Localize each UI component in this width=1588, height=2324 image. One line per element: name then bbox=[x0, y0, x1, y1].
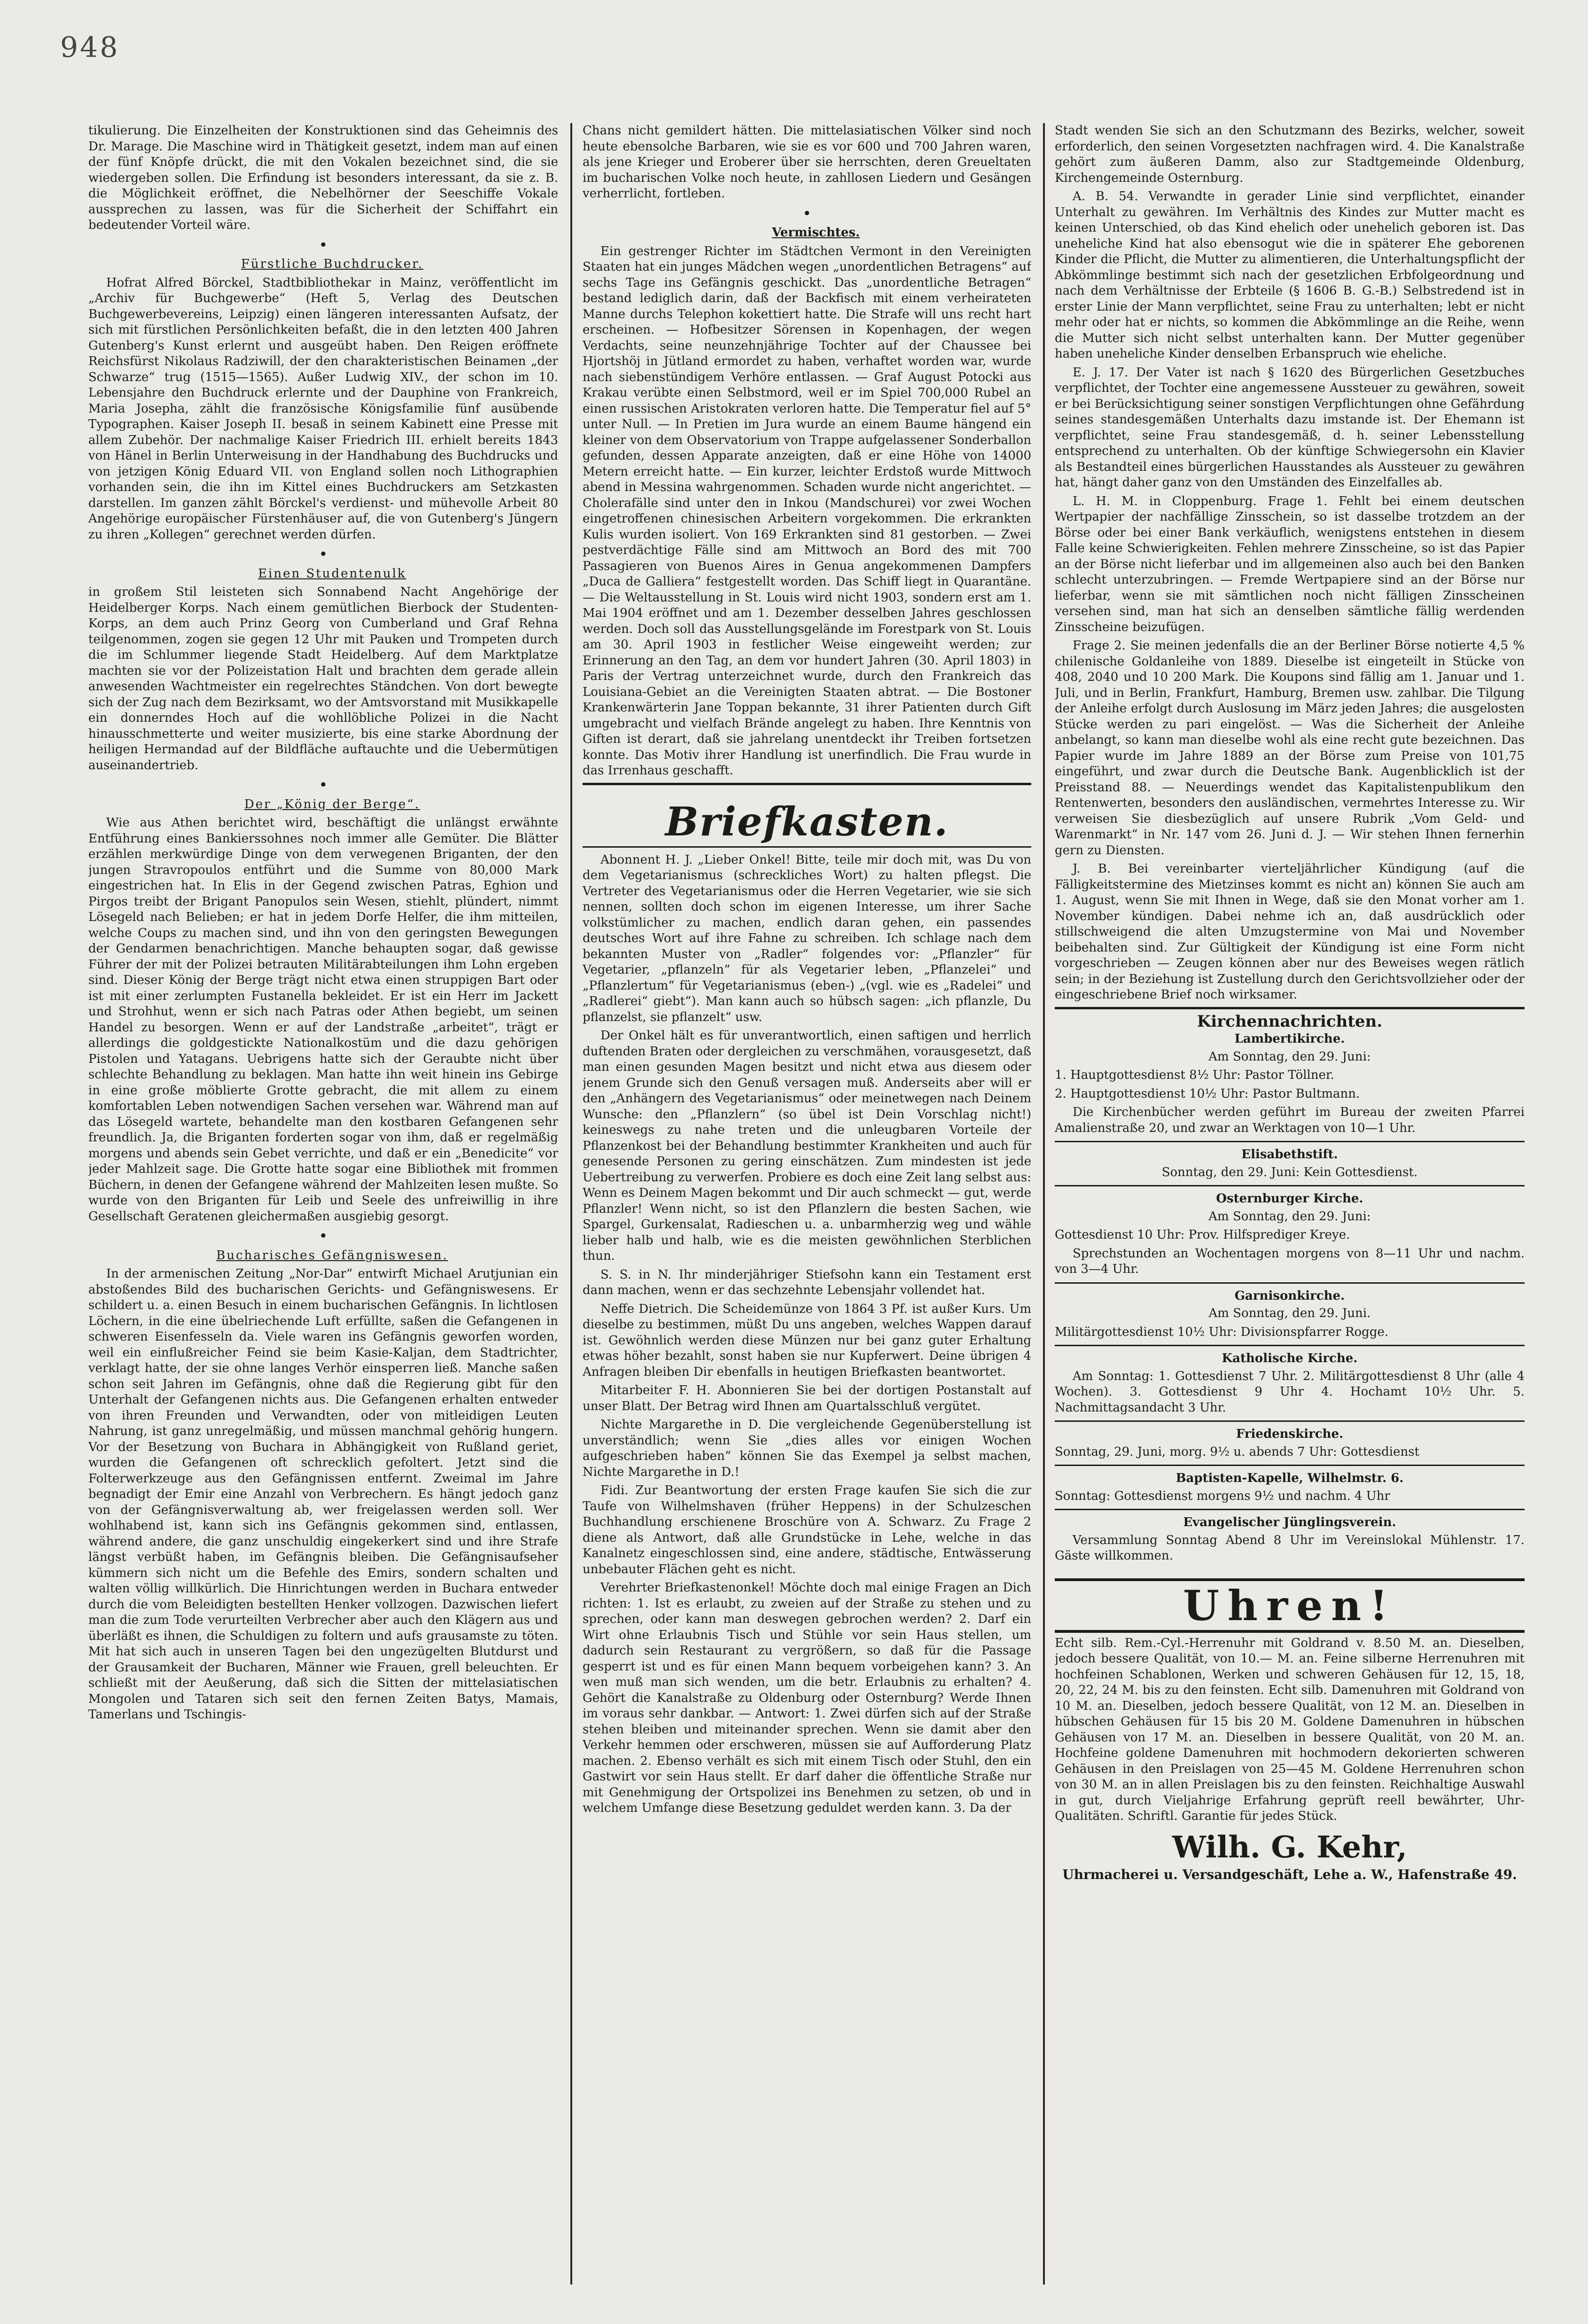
letter-entry: Stadt wenden Sie sich an den Schutzmann des Bezirks, welcher, soweit erforderlich, den seinen Vorgesetzten nachfragen wird. 4. Die Kanalstraße gehört zum äußeren Damm, also zur Stadtgemeinde Oldenburg, Kirchengemeinde Osternburg. bbox=[1055, 124, 1525, 185]
section-heading-vermischtes: Vermischtes. bbox=[771, 226, 860, 240]
separator-dot: • bbox=[319, 1227, 328, 1245]
article-heading: Der „König der Berge“. bbox=[244, 797, 420, 811]
article-text: Wie aus Athen berichtet wird, beschäftigt die unlängst erwähnte Entführung eines Bankierssohnes noch immer alle Gemüter. Die Blätter erzählen merkwürdige Dinge von dem verwegenen Briganten, der den jungen Stravropoulos entführt und die Summe von 80,000 Mark eingestrichen hat. In Elis in der Gegend zwischen Patras, Eghion und Pirgos treibt der Brigant Panopulos sein Wesen, stiehlt, plündert, nimmt Lösegeld nach Belieben; er hat in jedem Dorfe Helfer, die ihm mitteilen, welche Coups zu machen sind, und ihn von den geringsten Bewegungen der Gendarmen benachrichtigen. Manche behaupten sogar, daß gewisse Führer der mit der Polizei betrauten Militärabteilungen ihm Lohn ergeben sind. Dieser König der Berge trägt nicht etwa einen struppigen Bart oder ist mit einer zerlumpten Fustanella bekleidet. Er ist ein Herr im Jackett und Strohhut, wenn er sich nach Patras oder Athen begiebt, um seinen Handel zu besorgen. Wenn er auf der Landstraße „arbeitet“, trägt er allerdings die goldgestickte Nationalkostüm und die dazu gehörigen Pistolen und Yatagans. Uebrigens hatte sich der Geraubte nicht über schlechte Behandlung zu beklagen. Man hatte ihn weit hinein ins Gebirge in eine große möblierte Grotte gebracht, die mit allem zu einem komfortablen Leben notwendigen Sachen versehen war. Während man auf das Lösegeld wartete, behandelte man den kostbaren Gefangenen sehr freundlich. Ja, die Briganten forderten sogar von ihm, daß er regelmäßig morgens und abends sein Gebet verrichte, und daß er ein „Benedicite“ vor jeder Mahlzeit sage. Die Grotte hatte sogar eine Bibliothek mit frommen Büchern, in denen der Gefangene während der Mahlzeiten lesen mußte. So wurde von den Briganten für Leib und Seele des unfreiwillig in ihre Gesellschaft Geratenen gleichermaßen ausgiebig gesorgt. bbox=[88, 816, 558, 1224]
article-text: Ein gestrenger Richter im Städtchen Vermont in den Vereinigten Staaten hat ein junges Mädchen wegen „unordentlichen Betragens“ auf sechs Tage ins Gefängnis geschickt. Das „unordentliche Betragen“ bestand lediglich darin, daß der Backfisch mit einem verheirateten Manne durchs Telephon kokettiert hatte. Die Strafe will uns recht hart erscheinen. — Hofbesitzer Sörensen in Kopenhagen, der wegen Verdachts, seine neunzehnjährige Tochter auf der Chaussee bei Hjortshöj in Jütland ermordet zu haben, verhaftet worden war, wurde nach siebenstündigem Verhöre entlassen. — Graf August Potocki aus Krakau verübte einen Selbstmord, weil er im Spiel 700,000 Rubel an einen russischen Aristokraten verloren hatte. Die Temperatur fiel auf 5° unter Null. — In Pretien im Jura wurde an einem Baume hängend ein kleiner von dem Observatorium von Trappe aufgelassener Sonderballon gefunden, dessen Apparate anzeigten, daß er eine Höhe von 14000 Metern erreicht hatte. — Ein kurzer, leichter Erdstoß wurde Mittwoch abend in Messina wahrgenommen. Schaden wurde nicht angerichtet. — Cholerafälle sind unter den in Inkou (Mandschurei) vor zwei Wochen eingetroffenen chinesischen Arbeitern vorgekommen. Die erkrankten Kulis wurden isoliert. Von 169 Erkrankten sind 81 gestorben. — Zwei pestverdächtige Fälle sind am Mittwoch an Bord des mit 700 Passagieren von Buenos Aires in Genua angekommenen Dampfers „Duca de Galliera“ festgestellt worden. Das Schiff liegt in Quarantäne. — Die Weltausstellung in St. Louis wird nicht 1903, sondern erst am 1. Mai 1904 eröffnet und am 1. Dezember desselben Jahres geschlossen werden. Doch soll das Ausstellungsgelände im Forestpark von St. Louis am 30. April 1903 in festlicher Weise eingeweiht werden; zur Erinnerung an den Tag, an dem vor hundert Jahren (30. April 1803) in Paris der Vertrag unterzeichnet wurde, durch den Frankreich das Louisiana-Gebiet an die Vereinigten Staaten abtrat. — Die Bostoner Krankenwärterin Jane Toppan bekannte, 31 ihrer Patienten durch Gift umgebracht und vielfach Brände angelegt zu haben. Ihre Kenntnis von Giften ist derart, daß sie jahrelang unentdeckt ihr Treiben fortsetzen konnte. Das Motiv ihrer Handlung ist unerfindlich. Die Frau wurde in das Irrenhaus geschafft. bbox=[583, 244, 1031, 778]
article-text: Chans nicht gemildert hätten. Die mittelasiatischen Völker sind noch heute ebensolche Barbaren, wie sie es vor 600 und 700 Jahren waren, als jene Krieger und Eroberer über sie herrschten, deren Greueltaten im bucharischen Volke noch heute, in zahllosen Liedern und Gesängen verherrlicht, fortleben. bbox=[583, 124, 1031, 201]
church-name: Baptisten-Kapelle, Wilhelmstr. 6. bbox=[1175, 1471, 1404, 1485]
article-text: In der armenischen Zeitung „Nor-Dar“ entwirft Michael Arutjunian ein abstoßendes Bild des bucharischen Gerichts- und Gefängniswesens. Er schildert u. a. einen Besuch in einem bucharischen Gefängnis. In lichtlosen Löchern, in die eine übelriechende Luft erfüllte, saßen die Gefangenen in schweren Eisenfesseln da. Viele waren ins Gefängnis geworfen worden, weil ein einflußreicher Feind sie beim Kasie-Kaljan, dem Stadtrichter, verklagt hatte, der sie ohne langes Verhör einsperren ließ. Manche saßen schon seit Jahren im Gefängnis, ohne daß die Regierung gibt für den Unterhalt der Gefangenen nichts aus. Die Gefangenen erhalten entweder von ihren Freunden und Verwandten, oder von mitleidigen Leuten Nahrung, ist ganz unregelmäßig, und müssen manchmal gehörig hungern. Vor der Besetzung von Buchara in Abhängigkeit von Rußland geriet, wurden die Gefangenen oft schrecklich gefoltert. Jetzt sind die Folterwerkzeuge aus den Gefängnissen entfernt. Zweimal im Jahre begnadigt der Emir eine Anzahl von Verbrechern. Es hängt jedoch ganz von der Gefängnisverwaltung ab, wer freigelassen werden soll. Wer wohlhabend ist, kann sich ins Gefängnis gekommen sind, entlassen, während andere, die ganz unschuldig eingekerkert sind und ihre Strafe längst verbüßt haben, im Gefängnis bleiben. Die Gefängnisaufseher kümmern sich nicht um die Befehle des Emirs, sondern schalten und walten völlig willkürlich. Die Hinrichtungen werden in Buchara entweder durch die vom Beleidigten bestellten Henker vollzogen. Dazwischen liefert man die zum Tode verurteilten Verbrecher aber auch den Klägern aus und überläßt es ihnen, die Schuldigen zu foltern und aufs grausamste zu töten. Mit hat sich auch in unseren Tagen bei den ungezügelten Blutdurst und der Grausamkeit der Bucharen, Männer wie Frauen, grell beleuchten. Er schließt mit der Aeußerung, daß sich die Sitten der mittelasiatischen Mongolen und Tataren sich seit den fernen Zeiten Batys, Mamais, Tamerlans und Tschingis- bbox=[88, 1267, 558, 1722]
column-rule-1 bbox=[570, 123, 572, 2285]
entry-rule bbox=[1055, 1509, 1525, 1510]
church-line: Sonntag: Gottesdienst morgens 9½ und nachm. 4 Uhr bbox=[1055, 1489, 1390, 1503]
church-line: Die Kirchenbücher werden geführt im Bureau der zweiten Pfarrei Amalienstraße 20, und zwar an Werktagen von 10—1 Uhr. bbox=[1055, 1105, 1525, 1135]
separator-dot: • bbox=[802, 204, 811, 222]
church-line: Sprechstunden an Wochentagen morgens von 8—11 Uhr und nachm. von 3—4 Uhr. bbox=[1055, 1246, 1525, 1276]
article-heading: Bucharisches Gefängniswesen. bbox=[216, 1248, 448, 1263]
entry-rule bbox=[1055, 1282, 1525, 1284]
entry-rule bbox=[1055, 1345, 1525, 1346]
church-line: Sonntag, 29. Juni, morg. 9½ u. abends 7 Uhr: Gottesdienst bbox=[1055, 1444, 1420, 1459]
advert-address: Uhrmacherei u. Versandgeschäft, Lehe a. W., Hafenstraße 49. bbox=[1062, 1866, 1517, 1882]
letter-entry: E. J. 17. Der Vater ist nach § 1620 des Bürgerlichen Gesetzbuches verpflichtet, der Tochter eine angemessene Aussteuer zu gewähren, soweit er bei Berücksichtigung seiner sonstigen Verpflichtungen ohne Gefährdung seines standesgemäßen Unterhalts dazu imstande ist. Der Ehemann ist verpflichtet, seine Frau standesgemäß, d. h. seiner Lebensstellung entsprechend zu unterhalten. Ob der künftige Schwiegersohn ein Klavier als Bestandteil eines bürgerlichen Hausstandes als Aussteuer zu gewähren hat, hängt daher ganz von den Umständen des Einzelfalles ab. bbox=[1055, 365, 1525, 490]
separator-dot: • bbox=[319, 235, 328, 254]
church-name: Garnisonkirche. bbox=[1234, 1288, 1345, 1303]
church-line: Versammlung Sonntag Abend 8 Uhr im Vereinslokal Mühlenstr. 17. Gäste willkommen. bbox=[1055, 1533, 1525, 1563]
church-line: 1. Hauptgottesdienst 8½ Uhr: Pastor Töllner. bbox=[1055, 1068, 1334, 1082]
church-name: Osternburger Kirche. bbox=[1216, 1192, 1363, 1206]
letter-entry: Mitarbeiter F. H. Abonnieren Sie bei der dortigen Postanstalt auf unser Blatt. Der Betrag wird Ihnen am Quartalsschluß vergütet. bbox=[583, 1383, 1031, 1413]
column-rule-2 bbox=[1043, 123, 1045, 2285]
column-2 bbox=[583, 123, 1031, 2285]
letter-entry: Neffe Dietrich. Die Scheidemünze von 1864 3 Pf. ist außer Kurs. Um dieselbe zu bestimmen, müßt Du uns angeben, welches Wappen darauf ist. Gewöhnlich werden diese Münzen nur bei ganz guter Erhaltung etwas höher bezahlt, sonst haben sie nur Kupferwert. Deine übrigen 4 Anfragen bleiben Dir ebenfalls in heutigen Briefkasten beantwortet. bbox=[583, 1302, 1031, 1379]
section-rule bbox=[583, 846, 1031, 848]
article-heading: Fürstliche Buchdrucker. bbox=[241, 257, 424, 271]
page-number: 948 bbox=[60, 31, 120, 64]
church-line: Am Sonntag: 1. Gottesdienst 7 Uhr. 2. Militärgottesdienst 8 Uhr (alle 4 Wochen). 3. Gottesdienst 9 Uhr 4. Hochamt 10½ Uhr. 5. Nachmittagsandacht 3 Uhr. bbox=[1055, 1369, 1525, 1415]
church-name: Evangelischer Jünglingsverein. bbox=[1183, 1515, 1396, 1529]
entry-rule bbox=[1055, 1420, 1525, 1422]
article-text: Hofrat Alfred Börckel, Stadtbibliothekar in Mainz, veröffentlicht im „Archiv für Buchgewerbe“ (Heft 5, Verlag des Deutschen Buchgewerbevereins, Leipzig) einen längeren interessanten Aufsatz, der sich mit fürstlichen Persönlichkeiten befaßt, die in den letzten 400 Jahren Gutenberg's Kunst erlernt und ausgeübt haben. Den Reigen eröffnete Reichsfürst Nikolaus Radziwill, der den charakteristischen Beinamen „der Schwarze“ trug (1515—1565). Außer Ludwig XIV., der schon im 10. Lebensjahre den Buchdruck erlernte und der Dauphine von Frankreich, Maria Josepha, zählt die französische Königsfamilie fünf ausübende Typographen. Kaiser Joseph II. besaß in seinem Kabinett eine Presse mit allem Zubehör. Der nachmalige Kaiser Friedrich III. erhielt bereits 1843 von Hänel in Berlin Unterweisung in der Handhabung des Buchdrucks und von jetzigen König Eduard VII. von England sollen noch Lithographien vorhanden sein, die ihn im Kittel eines Buchdruckers am Setzkasten darstellen. Im ganzen zählt Börckel's verdienst- und mühevolle Arbeit 80 Angehörige europäischer Fürstenhäuser auf, die von Gutenberg's Jüngern zu ihren „Kollegen“ gerechnet werden dürfen. bbox=[88, 275, 558, 542]
column-1 bbox=[88, 123, 558, 2285]
church-line: Sonntag, den 29. Juni: Kein Gottesdienst. bbox=[1161, 1165, 1418, 1179]
church-date: Am Sonntag, den 29. Juni: bbox=[1208, 1209, 1371, 1224]
article-text: tikulierung. Die Einzelheiten der Konstruktionen sind das Geheimnis des Dr. Marage. Die Maschine wird in Thätigkeit gesetzt, indem man auf einen der fünf Knöpfe drückt, die mit den Vokalen bezeichnet sind, die sie wiedergeben sollen. Die Erfindung ist besonders interessant, da sie z. B. die Möglichkeit eröffnet, die Nebelhörner der Seeschiffe Vokale aussprechen zu lassen, was für die Sicherheit der Schiffahrt ein bedeutender Vorteil wäre. bbox=[88, 124, 558, 232]
church-news-heading: Kirchennachrichten. bbox=[1197, 1012, 1383, 1031]
church-line: 2. Hauptgottesdienst 10½ Uhr: Pastor Bultmann. bbox=[1055, 1086, 1360, 1101]
letter-entry: J. B. Bei vereinbarter vierteljährlicher Kündigung (auf die Fälligkeitstermine des Mietzinses kommt es nicht an) können Sie auch am 1. August, wenn Sie mit Ihnen in Wege, daß sie den Monat vorher am 1. November kündigen. Dabei nehme ich an, daß ausdrücklich oder stillschweigend die alten Umzugstermine von Mai und November beibehalten sind. Zur Gültigkeit der Kündigung ist eine Form nicht vorgeschrieben — Zeugen können aber nur des Beweises wegen rätlich sein; in der Beziehung ist Zustellung durch den Gerichtsvollzieher oder der eingeschriebene Brief noch wirksamer. bbox=[1055, 862, 1525, 1002]
church-line: Gottesdienst 10 Uhr: Prov. Hilfsprediger Kreye. bbox=[1055, 1228, 1350, 1242]
separator-dot: • bbox=[319, 776, 328, 794]
entry-rule bbox=[1055, 1141, 1525, 1142]
letter-entry: Fidi. Zur Beantwortung der ersten Frage kaufen Sie sich die zur Taufe von Wilhelmshaven (früher Heppens) in der Schulzeschen Buchhandlung erschienene Broschüre von A. Schwarz. Zu Frage 2 diene als Antwort, daß alle Grundstücke in Lehe, welche in das Kanalnetz eingeschlossen sind, eine andere, städtische, Entwässerung unbebauter Flächen geht es nicht. bbox=[583, 1483, 1031, 1576]
letter-entry: Nichte Margarethe in D. Die vergleichende Gegenüberstellung ist unverständlich; wenn Sie „dies alles vor einigen Wochen aufgeschrieben haben“ können Sie das Exempel ja selbst machen, Nichte Margarethe in D.! bbox=[583, 1418, 1031, 1479]
article-heading: Einen Studentenulk bbox=[258, 566, 406, 581]
separator-dot: • bbox=[319, 545, 328, 563]
advert-firm-name: Wilh. G. Kehr, bbox=[1172, 1829, 1408, 1865]
letter-entry: A. B. 54. Verwandte in gerader Linie sind verpflichtet, einander Unterhalt zu gewähren. Im Verhältnis des Kindes zur Mutter macht es keinen Unterschied, ob das Kind ehelich oder unehelich geboren ist. Das uneheliche Kind hat also ebensogut wie die in späterer Ehe geborenen Kinder die Pflicht, die Mutter zu alimentieren, die Unterhaltungspflicht der Abkömmlinge bestimmt sich nach der gesetzlichen Erbfolgeordnung und nach dem Verhältnisse der Erbteile (§ 1606 B. G.-B.) Selbstredend ist in erster Linie der Mann verpflichtet, seine Frau zu unterhalten; lebt er nicht mehr oder hat er nichts, so kommen die Abkömmlinge an die Reihe, wenn die Mutter sich nicht selbst unterhalten kann. Der Mutter gegenüber haben uneheliche Kinder denselben Erbanspruch wie eheliche. bbox=[1055, 189, 1525, 361]
section-rule bbox=[1055, 1007, 1525, 1009]
letter-entry: L. H. M. in Cloppenburg. Frage 1. Fehlt bei einem deutschen Wertpapier der nachfällige Zinsschein, so ist dasselbe trotzdem an der Börse oder bei einer Bank verkäuflich, wenigstens entstehen in diesem Falle keine Schwierigkeiten. Fehlen mehrere Zinsscheine, so ist das Papier an der Börse nicht lieferbar und im allgemeinen also auch bei den Banken schlecht unterzubringen. — Fremde Wertpapiere sind an der Börse nur lieferbar, wenn sie mit sämtlichen noch nicht fälligen Zinsscheinen versehen sind, man hat sich an denselben sämtliche fällig werdenden Zinsscheine beizufügen. bbox=[1055, 494, 1525, 634]
advert-title: Uhren! bbox=[1055, 1578, 1525, 1633]
letter-entry: Verehrter Briefkastenonkel! Möchte doch mal einige Fragen an Dich richten: 1. Ist es erlaubt, zu zweien auf der Straße zu stehen und zu sprechen, oder kann man deswegen gebrochen werden? 2. Darf ein Wirt ohne Erlaubnis Tisch und Stühle vor sein Haus stellen, um dadurch sein Restaurant zu vergrößern, so daß für die Passage gesperrt ist und es für einen Mann bequem vorbeigehen kann? 3. An wen muß man sich wenden, um die betr. Erlaubnis zu erhalten? 4. Gehört die Kanalstraße zu Oldenburg oder Osternburg? Werde Ihnen im voraus sehr dankbar. — Antwort: 1. Zwei dürfen sich auf der Straße stehen bleiben und miteinander sprechen. Wenn sie damit aber den Verkehr hemmen oder erschweren, müssen sie auf Aufforderung Platz machen. 2. Ebenso verhält es sich mit einem Tisch oder Stuhl, den ein Gastwirt vor sein Haus stellt. Er darf daher die öffentliche Straße nur mit Genehmigung der Ortspolizei ins Benehmen zu setzen, ob und in welchem Umfange diese Besetzung geduldet werden kann. 3. Da der bbox=[583, 1581, 1031, 1815]
letter-entry: Abonnent H. J. „Lieber Onkel! Bitte, teile mir doch mit, was Du von dem Vegetarianismus (schreckliches Wort) zu halten pflegst. Die Vertreter des Vegetarianismus oder die Herren Vegetarier, wie sie sich nennen, sollten doch schon im eigenen Interesse, um ihrer Sache volkstümlicher zu machen, endlich daran gehen, ein passendes deutsches Wort auf ihre Fahne zu schreiben. Ich schlage nach dem bekannten Muster von „Radler“ folgendes vor: „Pflanzler“ für Vegetarier, „pflanzeln“ für als Vegetarier leben, „Pflanzelei“ und „Pflanzlertum“ für Vegetarianismus (eben-) „(vgl. wie es „Radelei“ und „Radlerei“ giebt“). Man kann auch so hübsch sagen: „ich pflanzle, Du pflanzelst, sie pflanzelt“ usw. bbox=[583, 852, 1031, 1024]
entry-rule bbox=[1055, 1465, 1525, 1466]
church-line: Militärgottesdienst 10½ Uhr: Divisionspfarrer Rogge. bbox=[1055, 1325, 1389, 1339]
letter-entry: Der Onkel hält es für unverantwortlich, einen saftigen und herrlich duftenden Braten oder dergleichen zu verschmähen, vorausgesetzt, daß man einen gesunden Magen besitzt und nicht etwa aus diesem oder jenem Grunde sich den Genuß versagen muß. Anderseits aber will er den „Anhängern des Vegetarianismus“ oder meinetwegen nach Deinem Wunsche: den „Pflanzlern“ (so übel ist Dein Vorschlag nicht!) keineswegs zu nahe treten und die unleugbaren Vorteile der Pflanzenkost bei der Behandlung bestimmter Krankheiten und auch für genesende Personen zu gering einschätzen. Zum mindesten ist jede Uebertreibung zu verwerfen. Probiere es doch eine Zeit lang selbst aus: Wenn es Deinem Magen bekommt und Dir auch schmeckt — gut, werde Pflanzler! Wenn nicht, so ist den Pflanzlern die besten Sachen, wie Spargel, Gurkensalat, Radieschen u. a. unbarmherzig weg und wähle lieber halb und halb, wie es die meisten gewöhnlichen Sterblichen thun. bbox=[583, 1029, 1031, 1263]
advert-text: Echt silb. Rem.-Cyl.-Herrenuhr mit Goldrand v. 8.50 M. an. Dieselben, jedoch bessere Qualität, von 10.— M. an. Feine silberne Herrenuhren mit hochfeinen Schablonen, Werken und schweren Gehäusen für 12, 15, 18, 20, 22, 24 M. bis zu den feinsten. Echt silb. Damenuhren mit Goldrand von 10 M. an. Dieselben, jedoch bessere Qualität, von 12 M. an. Dieselben in hübschen Gehäusen für 15 bis 20 M. Goldene Damenuhren in hübschen Gehäusen von 17 M. an. Dieselben in bessere Qualität, von 20 M. an. Hochfeine goldene Damenuhren mit hochmodern dekorierten schweren Gehäusen in den Preislagen von 25—45 M. Goldene Herrenuhren schon von 30 M. an in allen Preislagen bis zu den feinsten. Reichhaltige Auswahl in gut, durch Vieljahrige Erfahrung geprüft reell bewährter, Uhr-Qualitäten. Schriftl. Garantie für jedes Stück. bbox=[1055, 1636, 1525, 1823]
church-name: Elisabethstift. bbox=[1241, 1147, 1338, 1162]
article-text: in großem Stil leisteten sich Sonnabend Nacht Angehörige der Heidelberger Korps. Nach einem gemütlichen Bierbock der Studenten-Korps, an dem auch Prinz Georg von Cumberland und Graf Rehna teilgenommen, zogen sie gegen 12 Uhr mit Pauken und Trompeten durch die im Schlummer liegende Stadt Heidelberg. Auf dem Marktplatze machten sie vor der Polizeistation Halt und brachten dem gerade allein anwesenden Wachtmeister ein regelrechtes Ständchen. Von dort bewegte sich der Zug nach dem Bezirksamt, wo der Amtsvorstand mit Musikkapelle ein donnerndes Hoch auf die wohllöbliche Polizei in die Nacht hinausschmetterte und weiter musizierte, bis eine starke Abordnung der heiligen Hermandad auf der Bildfläche auftauchte und die Uebermütigen auseinandertrieb. bbox=[88, 585, 558, 772]
column-3 bbox=[1055, 123, 1525, 2285]
church-name: Lambertikirche. bbox=[1234, 1032, 1345, 1046]
section-heading-briefkasten: Briefkasten. bbox=[665, 798, 949, 845]
letter-entry: Frage 2. Sie meinen jedenfalls die an der Berliner Börse notierte 4,5 % chilenische Goldanleihe von 1889. Dieselbe ist eingeteilt in Stücke von 408, 2040 und 10 200 Mark. Die Koupons sind fällig am 1. Januar und 1. Juli, und in Berlin, Frankfurt, Hamburg, Bremen usw. zahlbar. Die Tilgung der Anleihe erfolgt durch Auslosung im März jeden Jahres; die ausgelosten Stücke werden zu pari eingelöst. — Was die Sicherheit der Anleihe anbelangt, so kann man dieselbe wohl als eine recht gute bezeichnen. Das Papier wurde im Jahre 1889 an der Börse zum Preise von 101,75 eingeführt, und zwar durch die Deutsche Bank. Augenblicklich ist der Preisstand 88. — Neuerdings wendet das Kapitalistenpublikum den Rentenwerten, besonders den ausländischen, vermehrtes Interesse zu. Wir verweisen Sie diesbezüglich auf unsere Rubrik „Vom Geld- und Warenmarkt“ in Nr. 147 vom 26. Juni d. J. — Wir stehen Ihnen fernerhin gern zu Diensten. bbox=[1055, 639, 1525, 858]
church-date: Am Sonntag, den 29. Juni: bbox=[1208, 1049, 1371, 1064]
church-date: Am Sonntag, den 29. Juni. bbox=[1208, 1306, 1371, 1320]
church-name: Katholische Kirche. bbox=[1222, 1351, 1358, 1365]
entry-rule bbox=[1055, 1185, 1525, 1186]
section-rule bbox=[583, 783, 1031, 785]
letter-entry: S. S. in N. Ihr minderjähriger Stiefsohn kann ein Testament erst dann machen, wenn er das sechzehnte Lebensjahr vollendet hat. bbox=[583, 1267, 1031, 1297]
church-name: Friedenskirche. bbox=[1236, 1427, 1344, 1441]
